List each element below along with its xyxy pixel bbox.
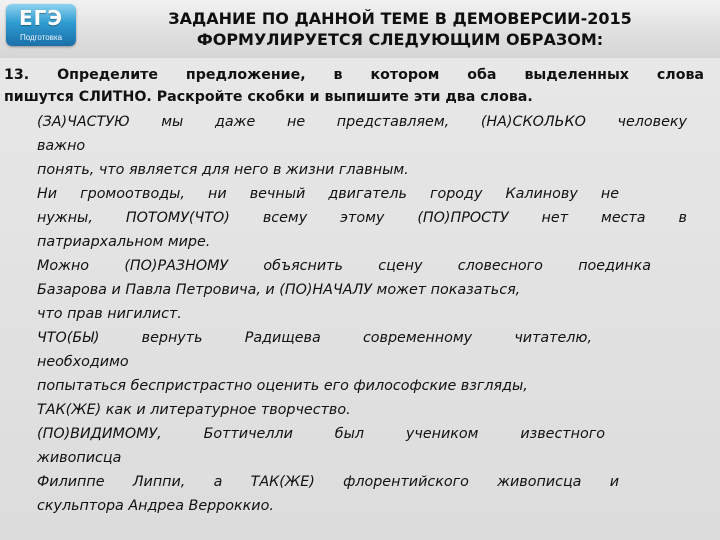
ege-logo — [6, 4, 76, 46]
task-question-line-1: 13. Определите предложение, в котором оба выделенных слова — [4, 67, 704, 83]
sentence-line: Филиппе Липпи, а ТАК(ЖЕ) флорентийского живописца и — [37, 474, 619, 490]
sentence-line: (ЗА)ЧАСТУЮ мы даже не представляем, (НА)СКОЛЬКО человеку — [37, 114, 687, 130]
sentence-line: Базарова и Павла Петровича, и (ПО)НАЧАЛУ может показаться, — [37, 282, 521, 298]
logo-subtitle: Подготовка — [19, 33, 63, 42]
task-sentences — [37, 110, 687, 518]
sentence-line: Ни громоотводы, ни вечный двигатель городу Калинову не — [37, 186, 619, 202]
sentence-line: ТАК(ЖЕ) как и литературное творчество. — [37, 402, 351, 418]
sentence-line: живописца — [37, 450, 122, 466]
sentence-line: патриархальном мире. — [37, 234, 211, 250]
sentence-line: что прав нигилист. — [37, 306, 182, 322]
page-title-line-2: ФОРМУЛИРУЕТСЯ СЛЕДУЮЩИМ ОБРАЗОМ: — [196, 30, 604, 49]
page-title — [110, 8, 690, 50]
sentence-line: (ПО)ВИДИМОМУ, Боттичелли был учеником известного — [37, 426, 605, 442]
task-question-line-2: пишутся СЛИТНО. Раскройте скобки и выпишите эти два слова. — [4, 89, 533, 105]
task-question — [4, 64, 704, 108]
sentence-line: нужны, ПОТОМУ(ЧТО) всему этому (ПО)ПРОСТУ нет места в — [37, 210, 687, 226]
page-title-line-1: ЗАДАНИЕ ПО ДАННОЙ ТЕМЕ В ДЕМОВЕРСИИ-2015 — [168, 9, 632, 28]
sentence-line: ЧТО(БЫ) вернуть Радищева современному читателю, — [37, 330, 592, 346]
logo-text: ЕГЭ — [18, 6, 64, 30]
sentence-line: понять, что является для него в жизни главным. — [37, 162, 409, 178]
sentence-line: Можно (ПО)РАЗНОМУ объяснить сцену словесного поединка — [37, 258, 651, 274]
sentence-line: необходимо — [37, 354, 129, 370]
sentence-line: скульптора Андреа Верроккио. — [37, 498, 274, 514]
sentence-line: важно — [37, 138, 86, 154]
sentence-line: попытаться беспристрастно оценить его философские взгляды, — [37, 378, 528, 394]
